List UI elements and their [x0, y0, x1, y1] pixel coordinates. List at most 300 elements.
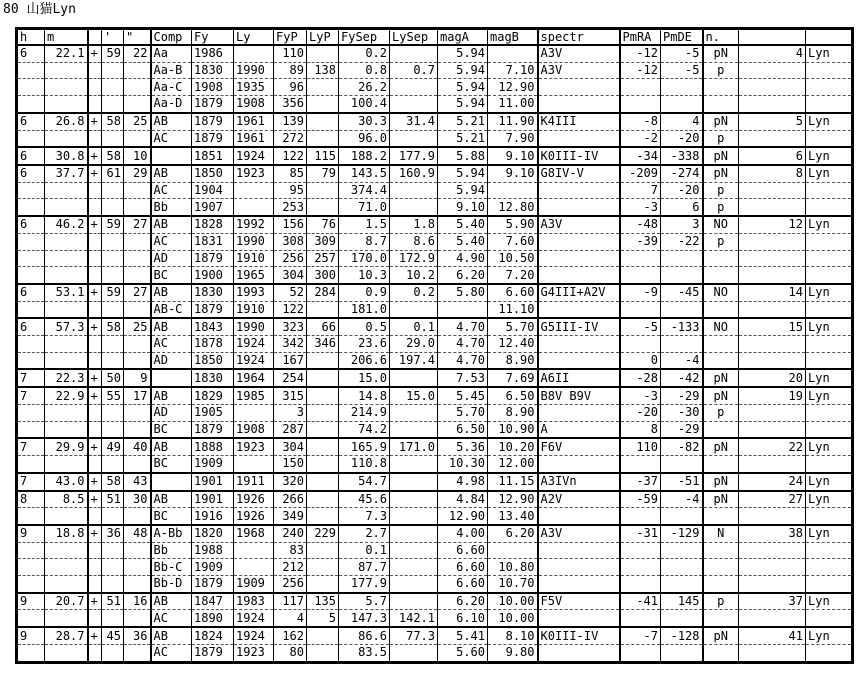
table-cell [88, 644, 102, 662]
table-cell: + [88, 369, 102, 387]
table-cell: 1824 [192, 627, 234, 644]
table-cell [538, 250, 620, 267]
table-cell: 54.7 [339, 473, 390, 491]
table-cell [806, 352, 853, 369]
table-cell: 7 [17, 369, 45, 387]
table-cell: 7 [17, 473, 45, 491]
table-cell: pN [703, 113, 739, 130]
table-cell [661, 301, 703, 318]
table-cell: 24 [739, 473, 806, 491]
table-cell: 52 [274, 284, 307, 301]
table-cell: 4.90 [438, 250, 488, 267]
table-cell: -5 [661, 45, 703, 62]
table-cell [234, 456, 274, 473]
table-cell: 5.7 [339, 593, 390, 610]
table-cell: 1905 [192, 404, 234, 421]
table-cell [88, 250, 102, 267]
table-cell [806, 250, 853, 267]
table-cell: Lyn [806, 525, 853, 542]
table-cell: 57.3 [45, 318, 88, 335]
table-cell: -133 [661, 318, 703, 335]
table-cell [739, 352, 806, 369]
table-cell: 59 [102, 284, 124, 301]
table-cell [307, 387, 339, 404]
table-cell [45, 199, 88, 216]
table-cell [88, 421, 102, 438]
table-cell: Lyn [806, 387, 853, 404]
table-cell [739, 508, 806, 525]
table-cell [307, 182, 339, 199]
table-cell: + [88, 593, 102, 610]
table-cell [538, 267, 620, 284]
table-cell [17, 421, 45, 438]
table-cell: 1985 [234, 387, 274, 404]
table-cell [88, 96, 102, 113]
table-cell [307, 644, 339, 662]
table-cell: 7.10 [488, 62, 538, 79]
table-cell: 15 [739, 318, 806, 335]
table-cell: 1850 [192, 352, 234, 369]
table-cell: 167 [274, 352, 307, 369]
column-header: n. [703, 29, 739, 46]
table-cell: A6II [538, 369, 620, 387]
table-row [17, 438, 853, 455]
table-cell: NO [703, 216, 739, 233]
table-cell [390, 644, 438, 662]
table-cell: 8.6 [390, 233, 438, 250]
table-cell: + [88, 491, 102, 508]
table-cell: Lyn [806, 113, 853, 130]
table-cell [88, 233, 102, 250]
table-cell: 10.20 [488, 438, 538, 455]
table-cell: BC [151, 421, 192, 438]
table-cell: 4.70 [438, 336, 488, 353]
table-cell: -20 [661, 130, 703, 147]
table-cell: NO [703, 318, 739, 335]
column-header: magA [438, 29, 488, 46]
table-cell [88, 542, 102, 559]
table-cell: + [88, 216, 102, 233]
table-cell: 7 [17, 387, 45, 404]
table-row [17, 318, 853, 335]
table-row [17, 62, 853, 79]
table-cell: -82 [661, 438, 703, 455]
table-cell: 1828 [192, 216, 234, 233]
table-cell [538, 610, 620, 627]
table-cell: 9.80 [488, 644, 538, 662]
table-cell: 6.10 [438, 610, 488, 627]
table-cell [390, 525, 438, 542]
table-cell: 8 [17, 491, 45, 508]
table-cell [739, 421, 806, 438]
table-cell: 171.0 [390, 438, 438, 455]
table-cell: 4.84 [438, 491, 488, 508]
table-row [17, 284, 853, 301]
table-cell [45, 610, 88, 627]
table-cell: 349 [274, 508, 307, 525]
table-cell: 10.2 [390, 267, 438, 284]
table-cell: 5.94 [438, 45, 488, 62]
table-cell [806, 182, 853, 199]
table-cell [102, 199, 124, 216]
table-cell [806, 267, 853, 284]
page-title: 80 山猫Lyn [3, 2, 76, 17]
table-cell: B8V B9V [538, 387, 620, 404]
column-header: Fy [192, 29, 234, 46]
table-cell [806, 508, 853, 525]
table-cell [88, 62, 102, 79]
table-cell: 308 [274, 233, 307, 250]
table-cell [661, 559, 703, 576]
table-cell: 50 [102, 369, 124, 387]
table-cell: 10.70 [488, 576, 538, 593]
table-cell: 7.53 [438, 369, 488, 387]
table-cell: 12.90 [488, 79, 538, 96]
table-cell: 1879 [192, 250, 234, 267]
table-cell: 1986 [192, 45, 234, 62]
table-cell: 12.90 [488, 491, 538, 508]
table-cell: 45.6 [339, 491, 390, 508]
table-cell: 1879 [192, 301, 234, 318]
table-cell [703, 336, 739, 353]
table-cell [45, 301, 88, 318]
table-cell [806, 576, 853, 593]
table-cell: 8.5 [45, 491, 88, 508]
table-cell [806, 233, 853, 250]
table-cell [88, 352, 102, 369]
table-cell: 0.2 [339, 45, 390, 62]
table-cell [703, 96, 739, 113]
table-cell [661, 644, 703, 662]
table-row [17, 79, 853, 96]
table-cell [102, 267, 124, 284]
table-cell: 59 [102, 216, 124, 233]
table-cell: 3 [661, 216, 703, 233]
table-cell: -29 [661, 387, 703, 404]
table-cell: 1904 [192, 182, 234, 199]
table-cell: AB [151, 216, 192, 233]
column-header: FySep [339, 29, 390, 46]
table-row [17, 610, 853, 627]
table-cell: 18.8 [45, 525, 88, 542]
table-cell [88, 508, 102, 525]
table-cell: 66 [307, 318, 339, 335]
table-cell: Lyn [806, 216, 853, 233]
table-cell: 43 [124, 473, 151, 491]
table-cell [703, 508, 739, 525]
table-cell: 5.94 [438, 182, 488, 199]
table-cell [739, 336, 806, 353]
table-cell: 315 [274, 387, 307, 404]
table-cell [17, 96, 45, 113]
table-cell: 10.90 [488, 421, 538, 438]
table-cell: 1829 [192, 387, 234, 404]
table-cell: 2.7 [339, 525, 390, 542]
table-cell: 46.2 [45, 216, 88, 233]
table-cell [45, 352, 88, 369]
table-cell: 20.7 [45, 593, 88, 610]
table-cell [17, 610, 45, 627]
table-cell: 1926 [234, 508, 274, 525]
table-cell: 1830 [192, 369, 234, 387]
table-cell [538, 336, 620, 353]
table-cell: 1990 [234, 62, 274, 79]
table-row [17, 644, 853, 662]
table-cell: 48 [124, 525, 151, 542]
table-cell: 110 [274, 45, 307, 62]
table-cell [538, 199, 620, 216]
column-header [739, 29, 806, 46]
table-cell: 1900 [192, 267, 234, 284]
table-cell: 139 [274, 113, 307, 130]
table-cell: 5.70 [488, 318, 538, 335]
table-cell [739, 404, 806, 421]
table-row [17, 627, 853, 644]
table-row [17, 182, 853, 199]
table-cell: 30.8 [45, 147, 88, 165]
table-cell [703, 644, 739, 662]
table-cell: 1847 [192, 593, 234, 610]
table-cell: 25 [124, 318, 151, 335]
table-cell: 29.0 [390, 336, 438, 353]
table-cell: AB [151, 113, 192, 130]
table-cell: 1961 [234, 113, 274, 130]
table-cell [390, 404, 438, 421]
table-cell: pN [703, 387, 739, 404]
table-cell [307, 352, 339, 369]
table-cell: + [88, 284, 102, 301]
column-header: LySep [390, 29, 438, 46]
table-cell: 29.9 [45, 438, 88, 455]
table-cell [102, 421, 124, 438]
table-cell [307, 576, 339, 593]
table-cell: 5.40 [438, 233, 488, 250]
table-cell [124, 336, 151, 353]
table-cell [124, 456, 151, 473]
table-cell: 177.9 [339, 576, 390, 593]
table-cell: 266 [274, 491, 307, 508]
column-header: PmRA [620, 29, 661, 46]
table-cell: AC [151, 610, 192, 627]
table-cell: 5.94 [438, 165, 488, 182]
table-cell: 0.1 [390, 318, 438, 335]
table-cell: 10.80 [488, 559, 538, 576]
table-cell [45, 576, 88, 593]
table-cell [806, 96, 853, 113]
table-cell: 170.0 [339, 250, 390, 267]
table-cell: A3V [538, 62, 620, 79]
table-cell [661, 96, 703, 113]
table-cell: pN [703, 473, 739, 491]
table-cell: 14.8 [339, 387, 390, 404]
table-cell: Lyn [806, 147, 853, 165]
table-cell: 117 [274, 593, 307, 610]
table-cell: 45 [102, 627, 124, 644]
table-cell: + [88, 318, 102, 335]
table-cell: pN [703, 369, 739, 387]
table-cell: 156 [274, 216, 307, 233]
table-cell: -39 [620, 233, 661, 250]
table-cell: 4.00 [438, 525, 488, 542]
table-cell: 5 [739, 113, 806, 130]
table-cell: -20 [661, 182, 703, 199]
table-cell: 27 [124, 216, 151, 233]
table-cell: 0.9 [339, 284, 390, 301]
table-cell [739, 301, 806, 318]
table-cell: 346 [307, 336, 339, 353]
table-cell: 1879 [192, 113, 234, 130]
table-cell: 53.1 [45, 284, 88, 301]
table-cell: 1926 [234, 491, 274, 508]
table-cell: 22.9 [45, 387, 88, 404]
table-cell [806, 456, 853, 473]
table-cell [124, 267, 151, 284]
table-cell: AD [151, 250, 192, 267]
table-cell: 5.36 [438, 438, 488, 455]
table-cell: 1908 [234, 96, 274, 113]
table-cell: A3V [538, 45, 620, 62]
table-cell [390, 559, 438, 576]
table-row [17, 250, 853, 267]
table-cell: 22.1 [45, 45, 88, 62]
table-cell [703, 610, 739, 627]
table-cell [124, 182, 151, 199]
table-cell [661, 79, 703, 96]
table-cell: AB [151, 438, 192, 455]
table-cell: 5.90 [488, 216, 538, 233]
table-cell: pN [703, 165, 739, 182]
table-cell: 6.50 [488, 387, 538, 404]
table-cell: 4.98 [438, 473, 488, 491]
table-cell: AB [151, 627, 192, 644]
table-cell [390, 456, 438, 473]
table-cell: p [703, 62, 739, 79]
table-cell: Aa-C [151, 79, 192, 96]
table-cell: 1923 [234, 165, 274, 182]
table-cell: 0.2 [390, 284, 438, 301]
table-cell: 1968 [234, 525, 274, 542]
table-cell: 23.6 [339, 336, 390, 353]
table-cell: 1820 [192, 525, 234, 542]
table-cell: 6 [17, 45, 45, 62]
table-cell: 26.2 [339, 79, 390, 96]
table-cell [17, 404, 45, 421]
table-cell: N [703, 525, 739, 542]
table-cell: F5V [538, 593, 620, 610]
table-cell: 1965 [234, 267, 274, 284]
table-cell: -9 [620, 284, 661, 301]
table-cell: 12.90 [438, 508, 488, 525]
table-cell: 58 [102, 147, 124, 165]
table-cell: 86.6 [339, 627, 390, 644]
table-cell: + [88, 387, 102, 404]
table-cell [538, 352, 620, 369]
table-cell [806, 404, 853, 421]
table-cell: -5 [661, 62, 703, 79]
table-cell [739, 79, 806, 96]
table-cell [102, 233, 124, 250]
table-cell: 142.1 [390, 610, 438, 627]
table-cell: 0.7 [390, 62, 438, 79]
table-cell: 309 [307, 233, 339, 250]
table-cell [739, 267, 806, 284]
table-cell [45, 96, 88, 113]
table-cell: 256 [274, 576, 307, 593]
table-cell: 15.0 [390, 387, 438, 404]
table-cell: 20 [739, 369, 806, 387]
table-cell: -274 [661, 165, 703, 182]
table-cell: 356 [274, 96, 307, 113]
table-cell: 1879 [192, 130, 234, 147]
table-cell [806, 301, 853, 318]
table-cell: AB [151, 491, 192, 508]
table-cell [307, 199, 339, 216]
table-cell: 122 [274, 301, 307, 318]
table-cell [703, 79, 739, 96]
table-cell: Aa [151, 45, 192, 62]
table-cell: 197.4 [390, 352, 438, 369]
table-cell [739, 130, 806, 147]
table-cell [124, 96, 151, 113]
table-cell [538, 79, 620, 96]
table-cell [739, 182, 806, 199]
column-header: h [17, 29, 45, 46]
table-cell: 254 [274, 369, 307, 387]
table-cell [17, 352, 45, 369]
table-cell: 110 [620, 438, 661, 455]
table-cell [620, 79, 661, 96]
table-cell: AC [151, 644, 192, 662]
table-cell [661, 610, 703, 627]
table-cell: 6 [17, 165, 45, 182]
table-cell [45, 559, 88, 576]
table-cell: 8 [620, 421, 661, 438]
table-cell: + [88, 525, 102, 542]
table-cell: 76 [307, 216, 339, 233]
table-cell [307, 96, 339, 113]
table-cell: 59 [102, 45, 124, 62]
table-cell [88, 130, 102, 147]
table-cell [538, 130, 620, 147]
table-cell: 12.40 [488, 336, 538, 353]
table-cell [102, 559, 124, 576]
table-row [17, 542, 853, 559]
table-cell: 4.70 [438, 318, 488, 335]
table-cell: 10.00 [488, 593, 538, 610]
table-cell: 89 [274, 62, 307, 79]
table-cell [538, 559, 620, 576]
table-cell [806, 559, 853, 576]
table-cell [307, 473, 339, 491]
table-cell: 1924 [234, 336, 274, 353]
table-cell [102, 301, 124, 318]
table-row [17, 576, 853, 593]
table-cell: 85 [274, 165, 307, 182]
table-cell [124, 62, 151, 79]
column-header: LyP [307, 29, 339, 46]
table-cell: 9.10 [488, 165, 538, 182]
table-cell: AB [151, 165, 192, 182]
table-row [17, 456, 853, 473]
table-cell [88, 182, 102, 199]
table-cell [124, 352, 151, 369]
table-cell: 5.70 [438, 404, 488, 421]
table-cell [45, 336, 88, 353]
table-cell [620, 542, 661, 559]
table-cell [102, 96, 124, 113]
table-cell [390, 96, 438, 113]
table-cell [390, 369, 438, 387]
